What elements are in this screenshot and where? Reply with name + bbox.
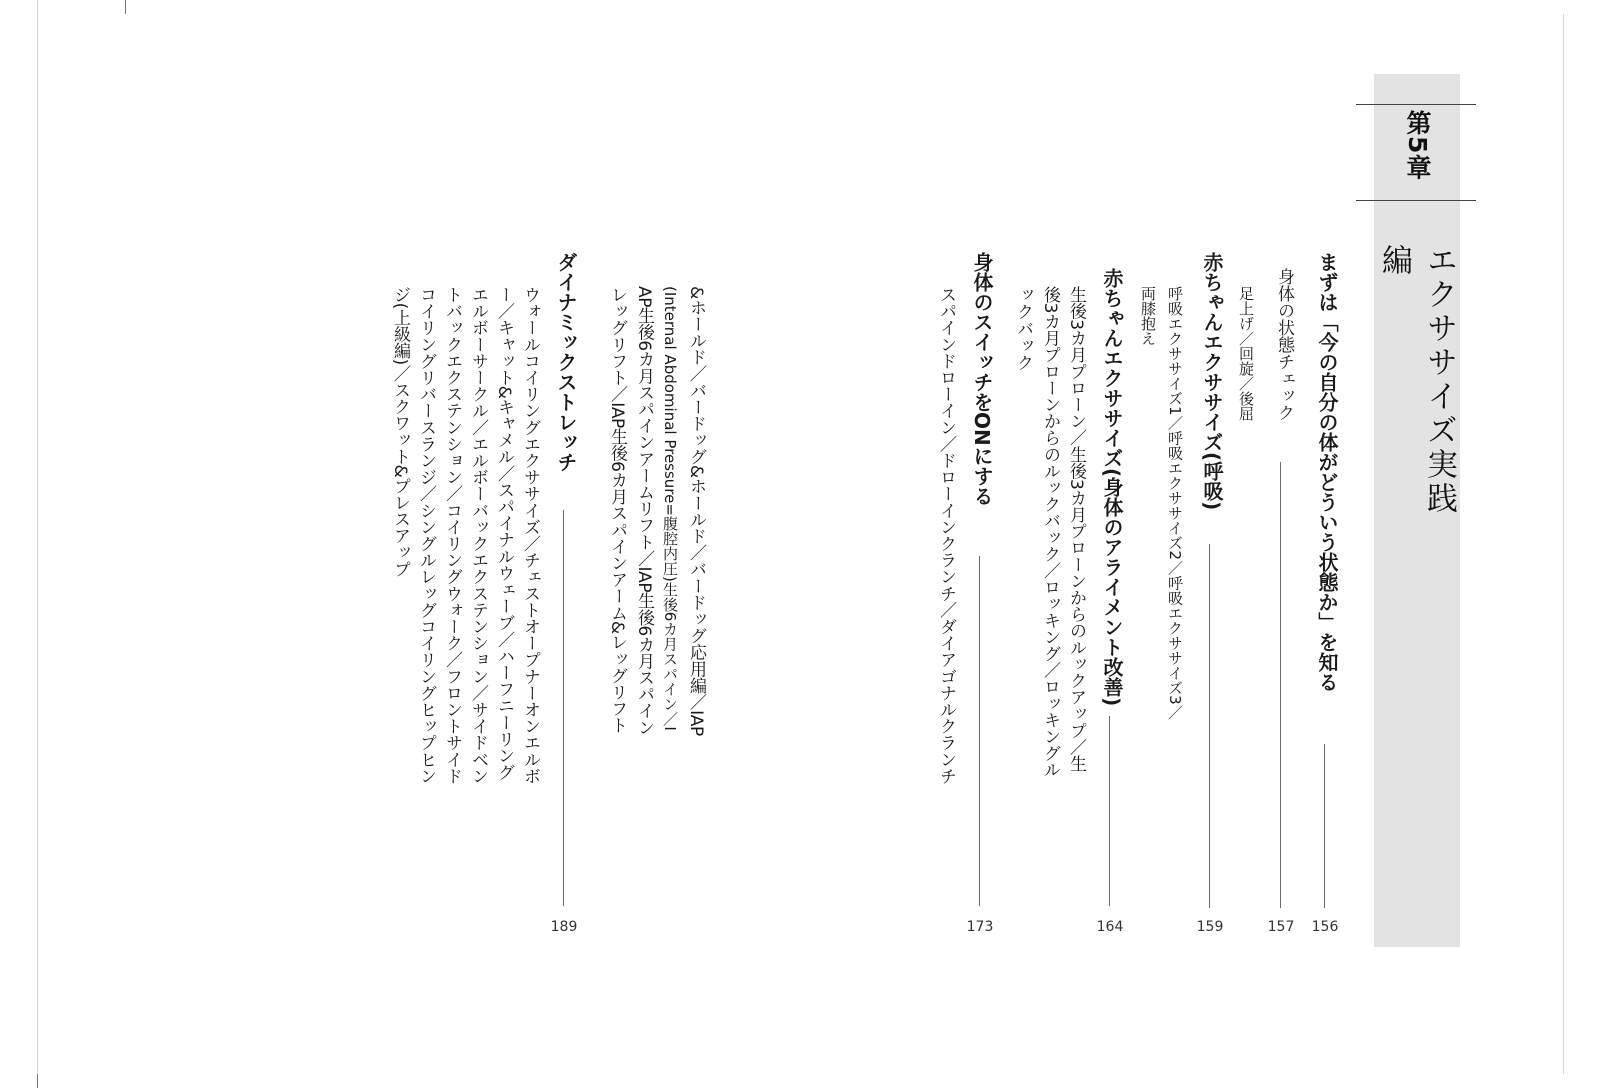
- leader-line-1: [1324, 744, 1325, 908]
- page-number-5: 173: [966, 919, 994, 935]
- chapter-number: [1374, 110, 1460, 198]
- toc-detail-3-line-3: ックバック: [1013, 286, 1033, 371]
- crop-mark-bottom: [37, 1074, 38, 1088]
- chapter-title: [1374, 244, 1460, 524]
- toc-detail-6-line-3: エルボーサークル／エルボーバックエクステンション／サイドベン: [468, 286, 488, 785]
- toc-heading-5[interactable]: ダイナミックストレッチ: [554, 252, 578, 472]
- chapter-rule-bottom: [1356, 200, 1476, 201]
- page-number-2: 157: [1267, 919, 1295, 935]
- toc-detail-5-line-4: &ホールド／バードッグ&ホールド／バードッグ応用編／IAP: [686, 286, 706, 736]
- toc-detail-6-line-1: ウォールコイリングエクササイズ／チェストオープナーオンエルボ: [520, 286, 540, 785]
- toc-detail-2-line-1: 呼吸エクササイズ1／呼吸エクササイズ2／呼吸エクササイズ3／: [1166, 286, 1184, 720]
- chapter-rule-top: [1356, 104, 1476, 105]
- page-number-6: 189: [550, 919, 578, 935]
- leader-line-3: [1209, 544, 1210, 908]
- leader-line-2: [1280, 462, 1281, 908]
- leader-line-4: [1109, 716, 1110, 906]
- leader-line-5: [979, 556, 980, 906]
- toc-detail-6-line-2: ー／キャット&キャメル／スパイナルウェーブ／ハーフニーリング: [494, 286, 514, 781]
- page-number-3: 159: [1196, 919, 1224, 935]
- toc-detail-5-line-1: レッグリフト／IAP生後6カ月スパインアーム&レッグリフト: [607, 286, 627, 734]
- page-edge-left: [37, 0, 38, 1088]
- toc-heading-1[interactable]: まずは「今の自分の体がどういう状態か」を知る: [1315, 252, 1339, 692]
- page-number-1: 156: [1311, 919, 1339, 935]
- chapter-title-label: エクササイズ実践編: [1376, 244, 1457, 516]
- toc-detail-2-line-2: 両膝抱え: [1139, 286, 1157, 346]
- toc-detail-5-line-2: AP生後6カ月スパインアームリフト／IAP生後6カ月スパイン: [634, 286, 654, 736]
- toc-detail-6-line-4: トバックエクステンション／コイリングウォーク／フロントサイド: [442, 286, 462, 785]
- crop-mark-top: [125, 0, 126, 14]
- toc-detail-1-1: 足上げ／回旋／後屈: [1237, 286, 1255, 421]
- toc-detail-3-line-2: 後3カ月プローンからのルックバック／ロッキング／ロッキングル: [1040, 286, 1060, 778]
- toc-detail-6-line-6: ジ(上級編)／スクワット&プレスアップ: [390, 286, 410, 577]
- toc-detail-5-line-3: (Internal Abdominal Pressure=腹腔内圧)生後6カ月スパイン／I: [661, 286, 679, 731]
- leader-line-6: [563, 510, 564, 906]
- page-number-4: 164: [1096, 919, 1124, 935]
- chapter-number-label: 第5章: [1403, 110, 1432, 181]
- toc-detail-4-line-1: スパインドローイン／ドローインクランチ／ダイアゴナルクランチ: [936, 286, 956, 785]
- toc-heading-2[interactable]: 赤ちゃんエクササイズ(呼吸): [1200, 252, 1224, 511]
- page-edge-right: [1563, 14, 1564, 1074]
- toc-detail-6-line-5: コイリングリバースランジ／シングルレッグコイリングヒップヒン: [416, 286, 436, 785]
- toc-heading-4[interactable]: 身体のスイッチをONにする: [970, 252, 994, 506]
- toc-detail-3-line-1: 生後3カ月プローン／生後3カ月プローンからのルックアップ／生: [1066, 286, 1086, 772]
- toc-entry-1-1[interactable]: 身体の状態チェック: [1274, 268, 1294, 421]
- toc-heading-3[interactable]: 赤ちゃんエクササイズ(身体のアライメント改善): [1100, 268, 1124, 707]
